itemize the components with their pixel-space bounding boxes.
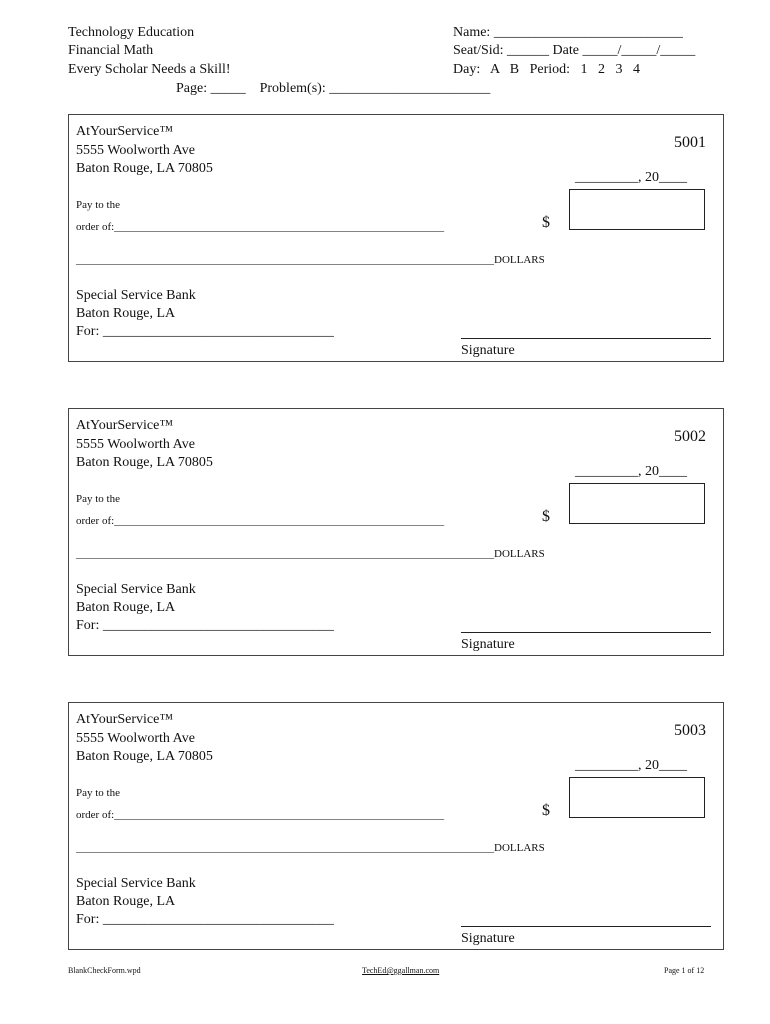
course-subtitle: Financial Math	[68, 43, 154, 58]
date-line[interactable]: _________, 20____	[575, 758, 687, 773]
memo-line[interactable]: For: _________________________________	[76, 618, 334, 633]
signature-label: Signature	[461, 343, 515, 358]
payer-name: AtYourService™	[76, 712, 174, 727]
amount-box[interactable]	[569, 189, 705, 230]
bank-name: Special Service Bank	[76, 876, 196, 891]
payee-line[interactable]: order of:____________________________________________________________	[76, 809, 445, 821]
pay-to-label: Pay to the	[76, 787, 120, 799]
pay-to-label: Pay to the	[76, 199, 120, 211]
check-3	[68, 702, 724, 950]
footer-email-link[interactable]: TechEd@ggallman.com	[362, 966, 440, 975]
dollar-sign: $	[542, 508, 550, 525]
dollars-line[interactable]: ____________________________________________________________________________DOLLARS	[76, 548, 545, 560]
signature-line[interactable]	[461, 926, 711, 927]
bank-name: Special Service Bank	[76, 582, 196, 597]
dollars-line[interactable]: ____________________________________________________________________________DOLLARS	[76, 254, 545, 266]
check-number: 5001	[674, 134, 706, 151]
check-2	[68, 408, 724, 656]
signature-line[interactable]	[461, 632, 711, 633]
payer-city: Baton Rouge, LA 70805	[76, 749, 213, 764]
payer-street: 5555 Woolworth Ave	[76, 143, 195, 158]
pay-to-label: Pay to the	[76, 493, 120, 505]
footer-filename: BlankCheckForm.wpd	[68, 966, 141, 975]
name-field[interactable]: Name: ___________________________	[453, 25, 683, 40]
dollars-line[interactable]: ____________________________________________________________________________DOLLARS	[76, 842, 545, 854]
check-number: 5003	[674, 722, 706, 739]
page-problems-field[interactable]: Page: _____ Problem(s): _______________________	[176, 81, 491, 96]
payee-line[interactable]: order of:____________________________________________________________	[76, 221, 445, 233]
payer-city: Baton Rouge, LA 70805	[76, 455, 213, 470]
dollar-sign: $	[542, 214, 550, 231]
dollar-sign: $	[542, 802, 550, 819]
payer-street: 5555 Woolworth Ave	[76, 437, 195, 452]
signature-label: Signature	[461, 637, 515, 652]
bank-name: Special Service Bank	[76, 288, 196, 303]
payer-name: AtYourService™	[76, 124, 174, 139]
payer-city: Baton Rouge, LA 70805	[76, 161, 213, 176]
memo-line[interactable]: For: _________________________________	[76, 912, 334, 927]
signature-line[interactable]	[461, 338, 711, 339]
footer-page-number: Page 1 of 12	[664, 966, 705, 975]
check-1	[68, 114, 724, 362]
course-motto: Every Scholar Needs a Skill!	[68, 62, 231, 77]
signature-label: Signature	[461, 931, 515, 946]
date-line[interactable]: _________, 20____	[575, 170, 687, 185]
memo-line[interactable]: For: _________________________________	[76, 324, 334, 339]
payee-line[interactable]: order of:____________________________________________________________	[76, 515, 445, 527]
day-period-field[interactable]: Day: A B Period: 1 2 3 4	[453, 62, 641, 77]
payer-street: 5555 Woolworth Ave	[76, 731, 195, 746]
bank-city: Baton Rouge, LA	[76, 306, 176, 321]
bank-city: Baton Rouge, LA	[76, 600, 176, 615]
course-title: Technology Education	[68, 25, 195, 40]
bank-city: Baton Rouge, LA	[76, 894, 176, 909]
payer-name: AtYourService™	[76, 418, 174, 433]
check-number: 5002	[674, 428, 706, 445]
date-line[interactable]: _________, 20____	[575, 464, 687, 479]
seat-date-field[interactable]: Seat/Sid: ______ Date _____/_____/_____	[453, 43, 696, 58]
amount-box[interactable]	[569, 777, 705, 818]
amount-box[interactable]	[569, 483, 705, 524]
